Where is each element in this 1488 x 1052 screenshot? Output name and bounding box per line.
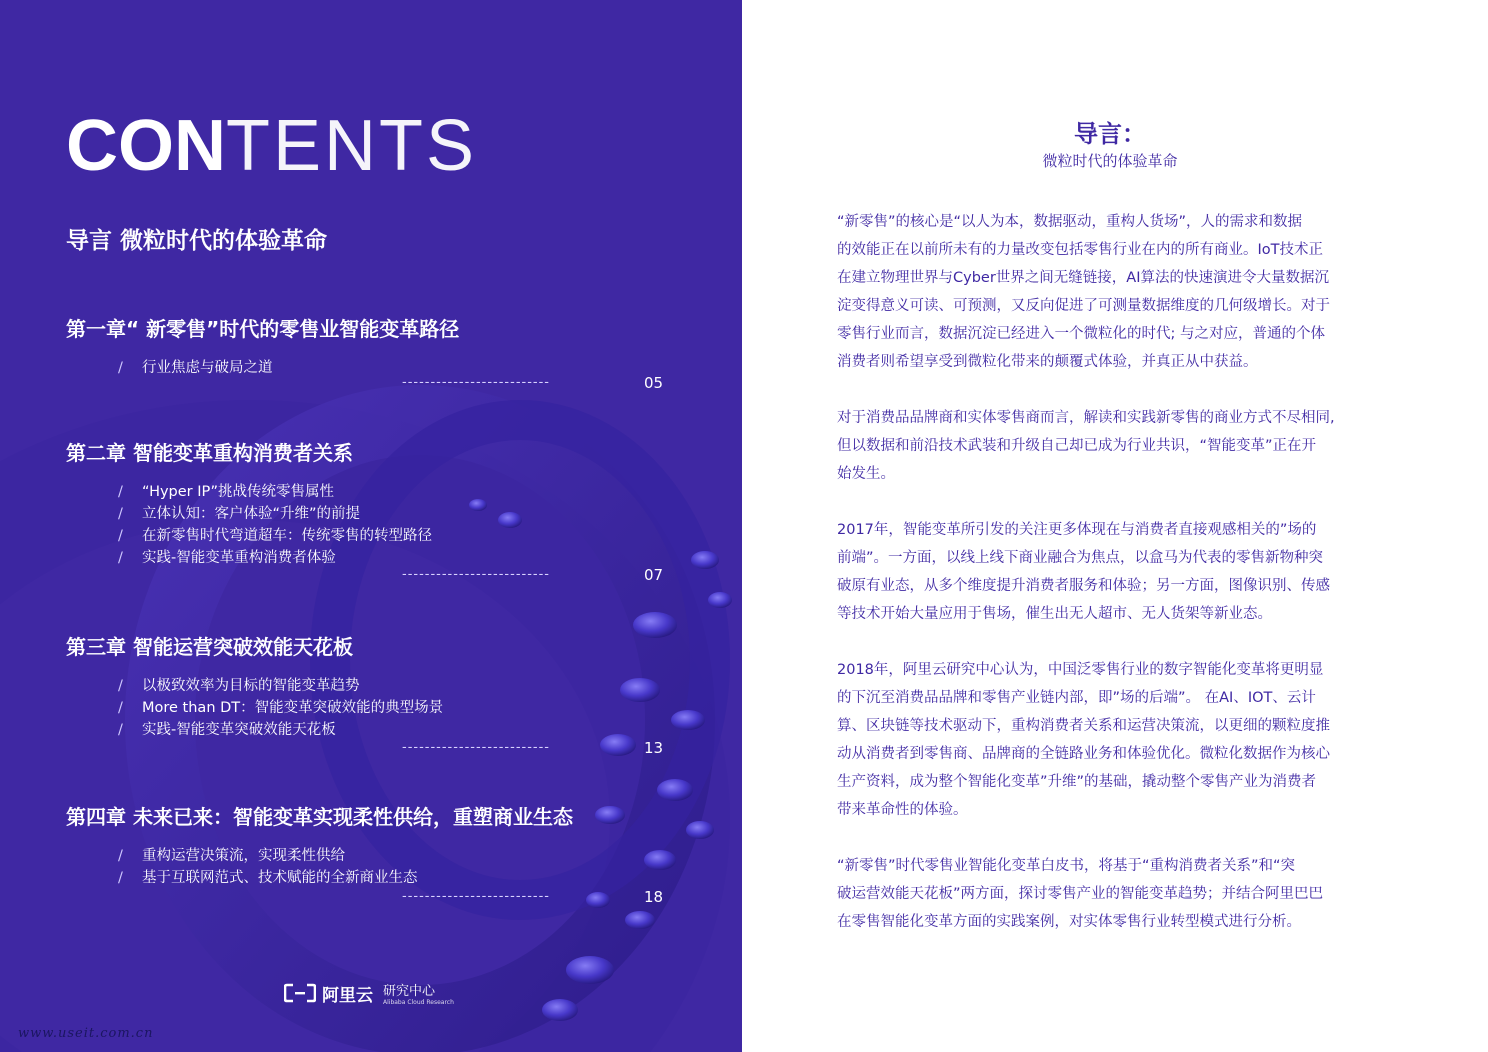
page-number: 07: [644, 566, 664, 584]
chapter-3[interactable]: [66, 633, 686, 757]
paragraph-1: “新零售”的核心是“以人为本，数据驱动，重构人货场”，人的需求和数据 的效能正在以前所未有的力量改变包括零售行业在内的所有商业。IoT技术正 在建立物理世界与Cyber世界之间无缝链接，AI算法的快速演进令大量数据沉 淀变得意义可读、可预测，又反向促进了可测量数据维度的几何级增长。对于 零售行业而言，数据沉淀已经进入一个微粒化的时代; 与之对应，普通的个体 消费者则希望享受到微粒化带来的颠覆式体验，并真正从中获益。: [837, 214, 1330, 370]
chapter-item[interactable]: / 实践-智能变革重构消费者体验: [118, 550, 336, 566]
paragraph-3: 2017年，智能变革所引发的关注更多体现在与消费者直接观感相关的”场的 前端”。一方面，以线上线下商业融合为焦点，以盒马为代表的零售新物种突 破原有业态，从多个维度提升消费者服务和体验；另一方面，图像识别、传感 等技术开始大量应用于售场，催生出无人超市、无人货架等新业态。: [837, 522, 1330, 622]
chapter-item[interactable]: / 在新零售时代弯道超车：传统零售的转型路径: [118, 528, 432, 544]
logo-brand: 阿里云: [322, 985, 373, 1006]
page-leader: --------------------------: [402, 740, 550, 755]
chapter-4[interactable]: [66, 803, 686, 906]
page-number: 18: [644, 888, 664, 906]
chapter-title: 第三章 智能运营突破效能天花板: [66, 635, 353, 659]
chapter-title: 第二章 智能变革重构消费者关系: [66, 441, 353, 465]
chapter-item[interactable]: / 重构运营决策流，实现柔性供给: [118, 848, 345, 864]
page-number: 05: [644, 374, 664, 392]
page-number: 13: [644, 739, 664, 757]
intro-page-subheading: 微粒时代的体验革命: [1042, 152, 1178, 170]
contents-title: CONTENTS: [66, 106, 478, 186]
page-leader: --------------------------: [402, 889, 550, 904]
intro-heading: 导言 微粒时代的体验革命: [66, 228, 328, 254]
paragraph-2: 对于消费品品牌商和实体零售商而言，解读和实践新零售的商业方式不尽相同, 但以数据和前沿技术武装和升级自己却已成为行业共识，“智能变革”正在开 始发生。: [837, 410, 1335, 482]
chapter-items: [66, 845, 686, 889]
chapter-title: 第四章 未来已来：智能变革实现柔性供给，重塑商业生态: [66, 805, 573, 829]
chapter-item[interactable]: / More than DT：智能变革突破效能的典型场景: [118, 700, 444, 716]
logo-sub-en: Alibaba Cloud Research: [383, 999, 454, 1006]
chapter-item[interactable]: / 实践-智能变革突破效能天花板: [118, 722, 336, 738]
alibaba-cloud-mark-icon: [284, 983, 316, 1003]
chapter-item[interactable]: / “Hyper IP”挑战传统零售属性: [118, 484, 335, 500]
website-watermark: www.useit.com.cn: [18, 1026, 154, 1041]
chapter-1[interactable]: [66, 315, 686, 392]
page-leader: --------------------------: [402, 375, 550, 390]
paragraph-4: 2018年，阿里云研究中心认为，中国泛零售行业的数字智能化变革将更明显 的下沉至消费品品牌和零售产业链内部，即”场的后端”。 在AI、IOT、云计 算、区块链等技术驱动下，重构消费者关系和运营决策流，以更细的颗粒度推 动从消费者到零售商、品牌商的全链路业务和体验优化。微粒化数据作为核心 生产资料，成为整个智能化变革”升维”的基础，撬动整个零售产业为消费者 带来革命性的体验。: [837, 662, 1330, 818]
alibaba-cloud-logo: [284, 980, 454, 1006]
logo-sub-cn: 研究中心: [383, 984, 436, 999]
chapter-item[interactable]: / 以极致效率为目标的智能变革趋势: [118, 678, 360, 694]
contents-panel: [0, 0, 742, 1052]
chapter-title: 第一章“ 新零售”时代的零售业智能变革路径: [66, 317, 460, 341]
intro-page-heading: 导言：: [1074, 120, 1146, 148]
chapter-items: [66, 481, 686, 569]
chapter-item[interactable]: / 行业焦虑与破局之道: [118, 360, 273, 376]
chapter-2[interactable]: [66, 439, 686, 584]
chapter-item[interactable]: / 立体认知：客户体验“升维”的前提: [118, 506, 361, 522]
page-leader: --------------------------: [402, 567, 550, 582]
chapter-item[interactable]: / 基于互联网范式、技术赋能的全新商业生态: [118, 870, 418, 886]
chapter-items: [66, 675, 686, 741]
paragraph-5: “新零售”时代零售业智能化变革白皮书，将基于“重构消费者关系”和“突 破运营效能天花板”两方面，探讨零售产业的智能变革趋势；并结合阿里巴巴 在零售智能化变革方面的实践案例，对实体零售行业转型模式进行分析。: [837, 858, 1324, 930]
